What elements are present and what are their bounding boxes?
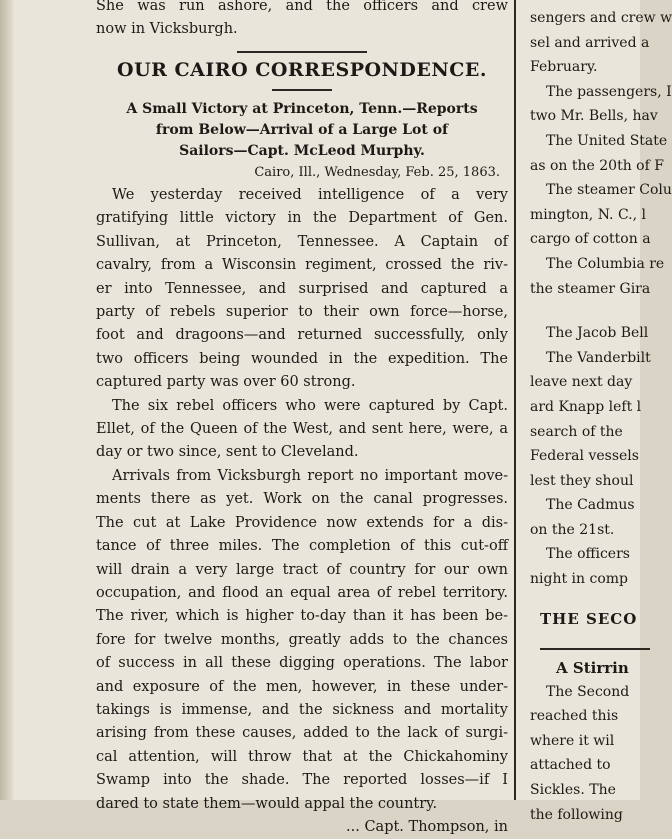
top-line-2: now in Vicksburgh.: [96, 21, 238, 37]
text-line: er into Tennessee, and surprised and captured a: [96, 280, 508, 297]
text-line: mington, N. C., l: [530, 206, 646, 223]
text-line: The river, which is higher to-day than it has been be-: [96, 608, 508, 625]
text-line: ments there as yet. Work on the canal progresses.: [96, 491, 508, 508]
paragraph-3: [96, 465, 508, 839]
text-line: tance of three miles. The completion of this cut-off: [96, 538, 508, 555]
text-line: party of rebels superior to their own force—horse,: [96, 304, 508, 321]
text-line: two Mr. Bells, hav: [530, 108, 658, 125]
text-line: foot and dragoons—and returned successfully, only: [96, 327, 508, 344]
text-line: sengers and crew w: [530, 10, 672, 26]
paragraph-2: [96, 395, 508, 465]
text-line: reached this: [530, 708, 619, 725]
text-line: day or two since, sent to Cleveland.: [96, 444, 359, 461]
subhead-line-1: A Small Victory at Princeton, Tenn.—Reports: [126, 101, 478, 117]
newspaper-page: [14, 0, 672, 835]
text-line: Ellet, of the Queen of the West, and sent here, were, a: [96, 421, 508, 438]
headline: OUR CAIRO CORRESPONDENCE.: [117, 59, 487, 81]
text-line: attached to: [530, 757, 611, 774]
text-line: of success in all these digging operations. The labor: [96, 655, 508, 672]
text-line: occupation, and flood an equal area of rebel territory.: [96, 584, 508, 601]
text-line: Sickles. The: [530, 782, 616, 799]
paragraph-1: [96, 184, 508, 395]
text-line: The officers: [546, 546, 630, 563]
text-line: Sullivan, at Princeton, Tennessee. A Captain of: [96, 233, 508, 250]
text-line: The Second: [546, 683, 630, 700]
text-line: The Vanderbilt: [546, 349, 651, 366]
page-edge: [0, 0, 14, 800]
text-line: cavalry, from a Wisconsin regiment, crossed the riv-: [96, 257, 508, 274]
section-rule: [540, 648, 650, 650]
text-line: two officers being wounded in the expedition. The: [96, 350, 508, 367]
text-line: Federal vessels: [530, 448, 639, 465]
text-line: will drain a very large tract of country for our own: [96, 561, 508, 578]
text-line: gratifying little victory in the Department of Gen.: [96, 210, 508, 227]
text-line: cal attention, will throw that at the Chickahominy: [96, 748, 508, 765]
right-block-2: [530, 321, 660, 592]
text-line: The Jacob Bell: [546, 325, 649, 342]
text-line: The United State: [546, 132, 668, 149]
headline-short-rule: [272, 89, 332, 91]
text-line: and exposure of the men, however, in these under-: [96, 678, 508, 695]
text-line: search of the: [530, 423, 623, 440]
text-line: cargo of cotton a: [530, 231, 651, 248]
text-line: the steamer Gira: [530, 280, 651, 297]
right-column: [530, 0, 672, 823]
text-line: We yesterday received intelligence of a very: [112, 187, 508, 203]
text-line: where it wil: [530, 732, 615, 749]
right-block-3: [530, 680, 660, 828]
text-line: the following: [530, 806, 623, 823]
top-line-1: She was run ashore, and the officers and crew: [96, 0, 508, 14]
text-line: February.: [530, 59, 598, 76]
subhead-line-2: from Below—Arrival of a Large Lot of: [155, 122, 449, 138]
right-block-1: [530, 6, 672, 301]
section-subhead: A Stirrin: [556, 658, 629, 677]
text-line: lest they shoul: [530, 472, 634, 489]
text-line: The six rebel officers who were captured by Capt.: [112, 397, 508, 414]
text-line: The cut at Lake Providence now extends for a dis-: [96, 514, 508, 531]
text-line: arising from these causes, added to the lack of surgi-: [96, 725, 508, 742]
text-line: Swamp into the shade. The reported losses—if I: [96, 772, 508, 789]
subhead-line-3: Sailors—Capt. McLeod Murphy.: [179, 143, 425, 159]
text-line: The Cadmus: [546, 497, 635, 514]
text-line: leave next day: [530, 374, 633, 391]
left-column: [96, 0, 508, 835]
text-line: ... Capt. Thompson, in: [346, 818, 508, 835]
text-line: fore for twelve months, greatly adds to the chances: [96, 631, 508, 648]
dateline: Cairo, Ill., Wednesday, Feb. 25, 1863.: [254, 165, 500, 180]
text-line: as on the 20th of F: [530, 157, 664, 174]
text-line: Arrivals from Vicksburgh report no important move-: [112, 467, 508, 484]
text-line: ard Knapp left l: [530, 398, 642, 415]
text-line: dared to state them—would appal the country.: [96, 795, 438, 812]
text-line: on the 21st.: [530, 521, 615, 538]
section-heading: THE SECO: [540, 609, 638, 628]
text-line: The steamer Colu: [546, 182, 672, 199]
text-line: takings is immense, and the sickness and mortality: [96, 701, 508, 718]
text-line: The passengers, I: [546, 83, 672, 100]
text-line: captured party was over 60 strong.: [96, 374, 356, 391]
column-rule: [514, 0, 516, 800]
text-line: The Columbia re: [546, 255, 665, 272]
text-line: night in comp: [530, 571, 628, 588]
text-line: sel and arrived a: [530, 34, 650, 51]
headline-rule: [237, 51, 367, 53]
